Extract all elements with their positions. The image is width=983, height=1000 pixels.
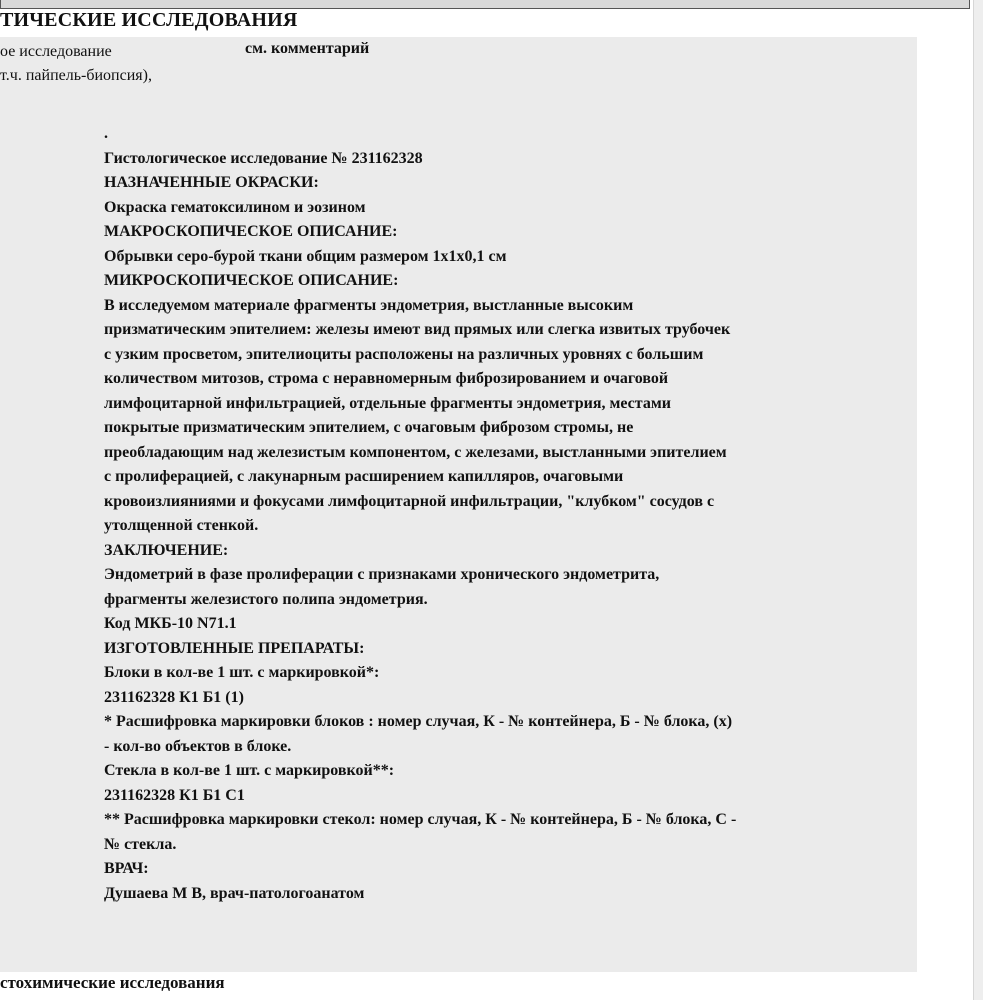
- report-line: лимфоцитарной инфильтрацией, отдельные фрагменты эндометрия, местами: [104, 394, 671, 412]
- report-line: кровоизлияниями и фокусами лимфоцитарной инфильтрации, "клубком" сосудов с: [104, 492, 715, 510]
- report-line: - кол-во объектов в блоке.: [104, 737, 292, 755]
- report-line: утолщенной стенкой.: [104, 517, 259, 534]
- report-line: ** Расшифровка маркировки стекол: номер случая, К - № контейнера, Б - № блока, С -: [104, 811, 737, 828]
- report-line: Гистологическое исследование № 231162328: [104, 149, 423, 167]
- report-line: МАКРОСКОПИЧЕСКОЕ ОПИСАНИЕ:: [104, 223, 398, 240]
- report-line: НАЗНАЧЕННЫЕ ОКРАСКИ:: [104, 174, 319, 191]
- report-line: В исследуемом материале фрагменты эндометрия, выстланные высоким: [104, 296, 634, 314]
- study-name: [0, 40, 152, 88]
- report-line: Код МКБ-10 N71.1: [104, 615, 237, 632]
- report-line: .: [104, 125, 108, 142]
- report-line: покрытые призматическим эпителием, с очаговым фиброзом стромы, не: [104, 419, 634, 436]
- section-title: ТИЧЕСКИЕ ИССЛЕДОВАНИЯ: [0, 9, 298, 31]
- report-line: * Расшифровка маркировки блоков : номер случая, К - № контейнера, Б - № блока, (х): [104, 713, 733, 730]
- report-line: 231162328 К1 Б1 (1): [104, 688, 244, 706]
- report-line: Окраска гематоксилином и эозином: [104, 198, 366, 216]
- report-line: преобладающим над железистым компонентом, с железами, выстланными эпителием: [104, 443, 727, 461]
- report-line: Блоки в кол-ве 1 шт. с маркировкой*:: [104, 664, 380, 681]
- report-line: Стекла в кол-ве 1 шт. с маркировкой**:: [104, 762, 395, 779]
- report-line: с узким просветом, эпителиоциты расположены на различных уровнях с большим: [104, 345, 704, 363]
- report-line: призматическим эпителием: железы имеют вид прямых или слегка извитых трубочек: [104, 321, 731, 338]
- scrollbar-track[interactable]: [973, 0, 983, 1000]
- study-name-line-1: ое исследование: [0, 43, 112, 60]
- study-value: см. комментарий: [245, 40, 370, 57]
- report-line: Эндометрий в фазе пролиферации с признаками хронического эндометрита,: [104, 566, 660, 583]
- report-line: с пролиферацией, с лакунарным расширением капилляров, очаговыми: [104, 468, 624, 485]
- report-line: № стекла.: [104, 835, 177, 853]
- report-line: Душаева М В, врач-патологоанатом: [104, 884, 365, 902]
- top-bar: [0, 0, 970, 9]
- next-section-title: стохимические исследования: [0, 973, 225, 992]
- report-line: ИЗГОТОВЛЕННЫЕ ПРЕПАРАТЫ:: [104, 639, 365, 657]
- report-line: 231162328 К1 Б1 С1: [104, 786, 245, 804]
- report-line: ЗАКЛЮЧЕНИЕ:: [104, 541, 229, 559]
- report-line: Обрывки серо-бурой ткани общим размером 1х1х0,1 см: [104, 247, 507, 265]
- report-line: фрагменты железистого полипа эндометрия.: [104, 590, 428, 608]
- study-name-line-2: т.ч. пайпель-биопсия),: [0, 67, 152, 84]
- report-line: МИКРОСКОПИЧЕСКОЕ ОПИСАНИЕ:: [104, 272, 399, 289]
- report-line: ВРАЧ:: [104, 860, 149, 877]
- report-text: [104, 122, 914, 906]
- report-line: количеством митозов, строма с неравномерным фиброзированием и очаговой: [104, 370, 669, 387]
